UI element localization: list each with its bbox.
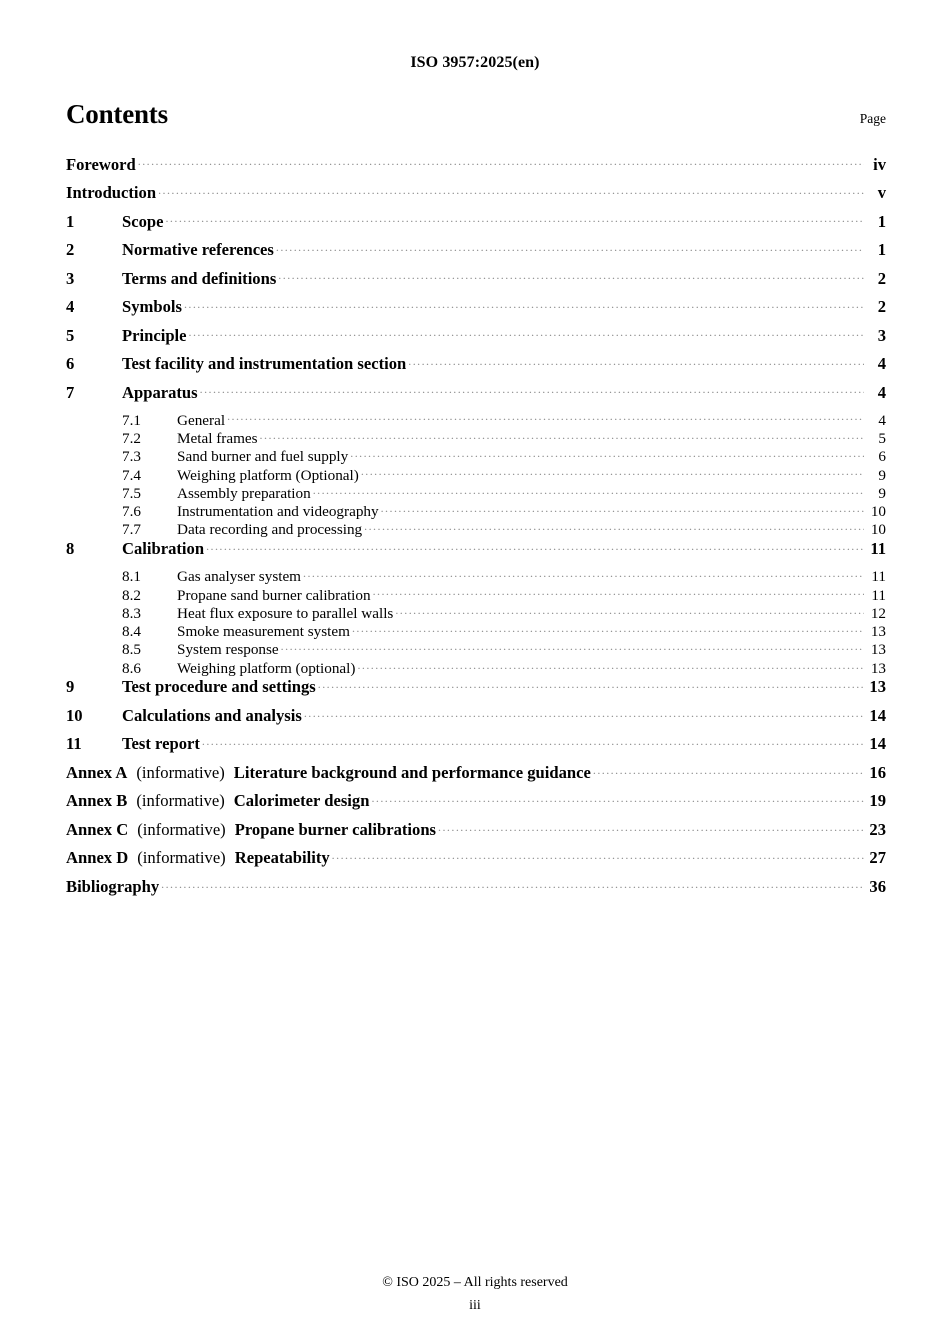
dot-leader: [313, 483, 864, 498]
annex-title: Repeatability: [234, 848, 330, 868]
toc-entry-label: Normative references: [122, 240, 274, 260]
toc-entry-label: Gas analyser system: [177, 568, 301, 586]
toc-entry-number: 7.6: [122, 503, 141, 521]
toc-entry-number: 8.6: [122, 659, 141, 677]
toc-page-number: 36: [869, 876, 886, 896]
dot-leader: [408, 353, 864, 370]
toc-entry[interactable]: [66, 153, 886, 182]
toc-entry-label: Test report: [122, 734, 200, 754]
toc-page-number: 27: [869, 848, 886, 868]
toc-entry[interactable]: [66, 733, 886, 762]
page-title: Contents: [66, 99, 168, 129]
toc-entry-label: Instrumentation and videography: [177, 503, 379, 521]
toc-annex-entry[interactable]: [66, 761, 886, 790]
toc-entry-number: 8.5: [122, 641, 141, 659]
toc-bibliography-entry[interactable]: [66, 875, 886, 904]
toc-page-number: 9: [878, 466, 886, 484]
toc-annex-entry[interactable]: [66, 818, 886, 847]
toc-entry-label: Heat flux exposure to parallel walls: [177, 604, 394, 622]
toc-entry-label: Weighing platform (optional): [177, 659, 356, 677]
dot-leader: [200, 381, 864, 398]
toc-entry[interactable]: [66, 519, 886, 537]
toc-entry-number: 6: [66, 354, 75, 374]
dot-leader: [373, 584, 864, 599]
toc-entry-label: Introduction: [66, 183, 157, 203]
dot-leader: [371, 790, 864, 807]
toc-entry[interactable]: [66, 353, 886, 382]
dot-leader: [227, 410, 864, 425]
toc-entry-number: 7: [66, 382, 75, 402]
toc-entry-number: 7.5: [122, 484, 141, 502]
dot-leader: [361, 464, 864, 479]
toc-page-number: 5: [878, 429, 886, 447]
toc-entry-label: Scope: [122, 211, 164, 231]
toc-entry[interactable]: [66, 621, 886, 639]
dot-leader: [352, 621, 864, 636]
toc-entry[interactable]: [66, 182, 886, 211]
toc-entry-number: 9: [66, 677, 75, 697]
dot-leader: [395, 603, 864, 618]
toc-entry-label: Smoke measurement system: [177, 623, 350, 641]
toc-entry-number: 7.7: [122, 521, 141, 539]
toc-annex-entry[interactable]: [66, 790, 886, 819]
annex-kind: (informative): [137, 848, 226, 868]
dot-leader: [206, 538, 864, 555]
toc-entry-number: 7.4: [122, 466, 141, 484]
dot-leader: [332, 847, 864, 864]
dot-leader: [158, 182, 864, 199]
toc-entry[interactable]: [66, 446, 886, 464]
toc-entry-number: 4: [66, 297, 75, 317]
folio-number: iii: [469, 1298, 481, 1313]
toc-page-number: 11: [871, 586, 886, 604]
toc-page-number: v: [877, 183, 886, 203]
dot-leader: [318, 676, 864, 693]
annex-tag: Annex D: [66, 848, 129, 868]
copyright-notice: © ISO 2025 – All rights reserved: [382, 1275, 568, 1290]
annex-tag: Annex B: [66, 791, 128, 811]
toc-entry-label: Symbols: [122, 297, 182, 317]
toc-entry-label: General: [177, 411, 226, 429]
toc-entry[interactable]: [66, 210, 886, 239]
toc-entry[interactable]: [66, 324, 886, 353]
page-footer: [0, 1275, 950, 1314]
dot-leader: [202, 733, 864, 750]
toc-page-number: 23: [869, 819, 886, 839]
annex-kind: (informative): [136, 791, 225, 811]
toc-entry[interactable]: [66, 381, 886, 410]
toc-entry-label: Propane sand burner calibration: [177, 586, 371, 604]
toc-page-number: 3: [877, 325, 886, 345]
toc-page-number: 13: [870, 659, 886, 677]
toc-entry[interactable]: [66, 538, 886, 567]
toc-entry-number: 3: [66, 268, 75, 288]
toc-entry[interactable]: [66, 584, 886, 602]
toc-entry-label: Bibliography: [66, 876, 160, 896]
toc-entry-label: Foreword: [66, 154, 136, 174]
toc-entry[interactable]: [66, 704, 886, 733]
toc-entry-label: Assembly preparation: [177, 484, 311, 502]
dot-leader: [350, 446, 864, 461]
dot-leader: [381, 501, 864, 516]
dot-leader: [357, 658, 864, 673]
toc-entry[interactable]: [66, 566, 886, 584]
toc-entry-label: Principle: [122, 325, 187, 345]
toc-entry[interactable]: [66, 464, 886, 482]
toc-entry-label: Test facility and instrumentation section: [122, 354, 407, 374]
toc-entry-number: 5: [66, 325, 75, 345]
toc-page-number: 10: [870, 503, 886, 521]
dot-leader: [260, 428, 864, 443]
toc-page-number: 13: [869, 677, 886, 697]
contents-header-row: [66, 99, 886, 133]
toc-entry-label: Test procedure and settings: [122, 677, 316, 697]
toc-entry[interactable]: [66, 676, 886, 705]
dot-leader: [438, 818, 864, 835]
toc-entry-number: 8.4: [122, 623, 141, 641]
toc-entry-label: Metal frames: [177, 429, 258, 447]
toc-entry-number: 11: [66, 734, 82, 754]
toc-entry-label: Terms and definitions: [122, 268, 277, 288]
toc-page-number: 1: [877, 211, 886, 231]
toc-entry-number: 7.3: [122, 448, 141, 466]
toc-page-number: 9: [878, 484, 886, 502]
dot-leader: [161, 875, 864, 892]
toc-page-number: 4: [877, 354, 886, 374]
page-column-label: Page: [859, 111, 886, 126]
toc-entry[interactable]: [66, 639, 886, 657]
dot-leader: [165, 210, 864, 227]
toc-page-number: 10: [870, 521, 886, 539]
toc-entry-number: 8.1: [122, 568, 141, 586]
toc-page-number: 4: [877, 382, 886, 402]
toc-entry-label: Calculations and analysis: [122, 705, 302, 725]
toc-entry-label: Apparatus: [122, 382, 198, 402]
toc-page-number: 2: [877, 297, 886, 317]
toc-entry[interactable]: [66, 410, 886, 428]
toc-entry-number: 7.1: [122, 411, 141, 429]
dot-leader: [278, 267, 864, 284]
dot-leader: [303, 566, 864, 581]
toc-entry-label: Weighing platform (Optional): [177, 466, 359, 484]
toc-entry[interactable]: [66, 267, 886, 296]
toc-annex-entry[interactable]: [66, 847, 886, 876]
dot-leader: [138, 153, 864, 170]
toc-page-number: 6: [878, 448, 886, 466]
annex-kind: (informative): [137, 819, 226, 839]
dot-leader: [281, 639, 864, 654]
annex-tag: Annex A: [66, 762, 128, 782]
toc-page-number: 13: [870, 641, 886, 659]
running-header-title: ISO 3957:2025(en): [410, 54, 540, 71]
toc-page-number: 16: [869, 762, 886, 782]
toc-page-number: 4: [878, 411, 886, 429]
toc-page-number: iv: [873, 154, 886, 174]
dot-leader: [184, 296, 864, 313]
toc-entry-label: Sand burner and fuel supply: [177, 448, 349, 466]
toc-entry[interactable]: [66, 239, 886, 268]
dot-leader: [189, 324, 864, 341]
toc-page-number: 14: [869, 705, 886, 725]
dot-leader: [304, 704, 864, 721]
dot-leader: [593, 761, 864, 778]
toc-entry-number: 7.2: [122, 429, 141, 447]
toc-entry[interactable]: [66, 428, 886, 446]
toc-entry-number: 8.2: [122, 586, 141, 604]
annex-kind: (informative): [136, 762, 225, 782]
annex-title: Literature background and performance guidance: [233, 762, 591, 782]
toc-page-number: 14: [869, 734, 886, 754]
toc-entry-number: 2: [66, 240, 75, 260]
toc-entry-label: Data recording and processing: [177, 521, 363, 539]
annex-title: Propane burner calibrations: [234, 819, 437, 839]
toc-entry-number: 8: [66, 539, 75, 559]
toc-entry[interactable]: [66, 658, 886, 676]
toc-entry-label: Calibration: [122, 539, 205, 559]
toc-page-number: 11: [870, 539, 886, 559]
toc-entry[interactable]: [66, 501, 886, 519]
annex-tag: Annex C: [66, 819, 129, 839]
toc-entry[interactable]: [66, 296, 886, 325]
toc-page-number: 1: [877, 240, 886, 260]
dot-leader: [364, 519, 864, 534]
toc-page-number: 19: [869, 791, 886, 811]
toc-page-number: 2: [877, 268, 886, 288]
annex-title: Calorimeter design: [233, 791, 370, 811]
toc-entry[interactable]: [66, 603, 886, 621]
toc-page-number: 13: [870, 623, 886, 641]
toc-page-number: 12: [870, 604, 886, 622]
toc-entry-label: System response: [177, 641, 279, 659]
table-of-contents: [66, 153, 886, 904]
toc-page-number: 11: [871, 568, 886, 586]
toc-entry-number: 10: [66, 705, 83, 725]
toc-entry[interactable]: [66, 483, 886, 501]
toc-entry-number: 8.3: [122, 604, 141, 622]
toc-entry-number: 1: [66, 211, 75, 231]
dot-leader: [276, 239, 864, 256]
